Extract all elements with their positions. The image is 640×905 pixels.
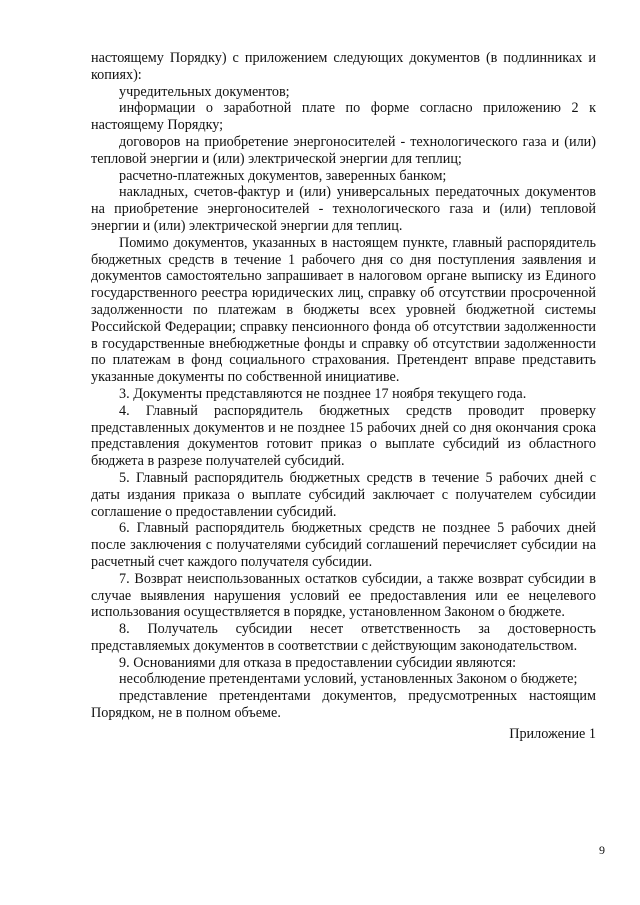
clause-8: 8. Получатель субсидии несет ответственность за достоверность представляемых документов в соответствии с действующим законодательством. xyxy=(91,621,596,654)
page-number: 9 xyxy=(599,843,605,857)
clause-9: 9. Основаниями для отказа в предоставлении субсидии являются: xyxy=(119,654,517,671)
refusal-reason-1: несоблюдение претендентами условий, установленных Законом о бюджете; xyxy=(119,671,578,688)
paragraph-additional-requests: Помимо документов, указанных в настоящем пункте, главный распорядитель бюджетных средств в течение 1 рабочего дня со дня поступления заявления и документов самостоятельно запрашивает в налоговом органе выписку из Единого государственного реестра юридических лиц, справку об отсутствии просроченной задолженности по платежам в бюджеты всех уровней бюджетной системы Российской Федерации; справку пенсионного фонда об отсутствии задолженности в государственные внебюджетные фонды и справку об отсутствии задолженности по платежам в фонд социального страхования. Претендент вправе представить указанные документы по собственной инициативе. xyxy=(91,234,596,386)
list-item-payment-documents: расчетно-платежных документов, заверенных банком; xyxy=(119,167,447,184)
list-item-energy-contracts: договоров на приобретение энергоносителей - технологического газа и (или) тепловой энергии и (или) электрической энергии для теплиц; xyxy=(91,133,596,167)
clause-4: 4. Главный распорядитель бюджетных средств проводит проверку представленных документов и не позднее 15 рабочих дней со дня окончания срока представления документов готовит приказ о выплате субсидий из областного бюджета в разрезе получателей субсидий. xyxy=(91,402,596,470)
clause-7: 7. Возврат неиспользованных остатков субсидии, а также возврат субсидии в случае выявления нарушения условий ее предоставления или ее нецелевого использования осуществляется в порядке, установленном Законом о бюджете. xyxy=(91,570,596,621)
refusal-reason-2: представление претендентами документов, предусмотренных настоящим Порядком, не в полном объеме. xyxy=(91,688,596,722)
document-page xyxy=(91,50,596,743)
list-item-salary-info: информации о заработной плате по форме согласно приложению 2 к настоящему Порядку; xyxy=(91,100,596,134)
appendix-label: Приложение 1 xyxy=(509,725,596,742)
paragraph-documents-intro: настоящему Порядку) с приложением следующих документов (в подлинниках и копиях): xyxy=(91,50,596,83)
list-item-founding-documents: учредительных документов; xyxy=(119,83,290,100)
clause-6: 6. Главный распорядитель бюджетных средств не позднее 5 рабочих дней после заключения с получателями субсидий соглашений перечисляет субсидии на расчетный счет каждого получателя субсидии. xyxy=(91,520,596,570)
clause-3: 3. Документы представляются не позднее 17 ноября текущего года. xyxy=(119,385,527,402)
list-item-invoices: накладных, счетов-фактур и (или) универсальных передаточных документов на приобретение энергоносителей - технологического газа и (или) тепловой энергии и (или) электрической энергии для теплиц. xyxy=(91,184,596,234)
clause-5: 5. Главный распорядитель бюджетных средств в течение 5 рабочих дней с даты издания приказа о выплате субсидий заключает с получателем субсидии соглашение о предоставлении субсидий. xyxy=(91,469,596,520)
